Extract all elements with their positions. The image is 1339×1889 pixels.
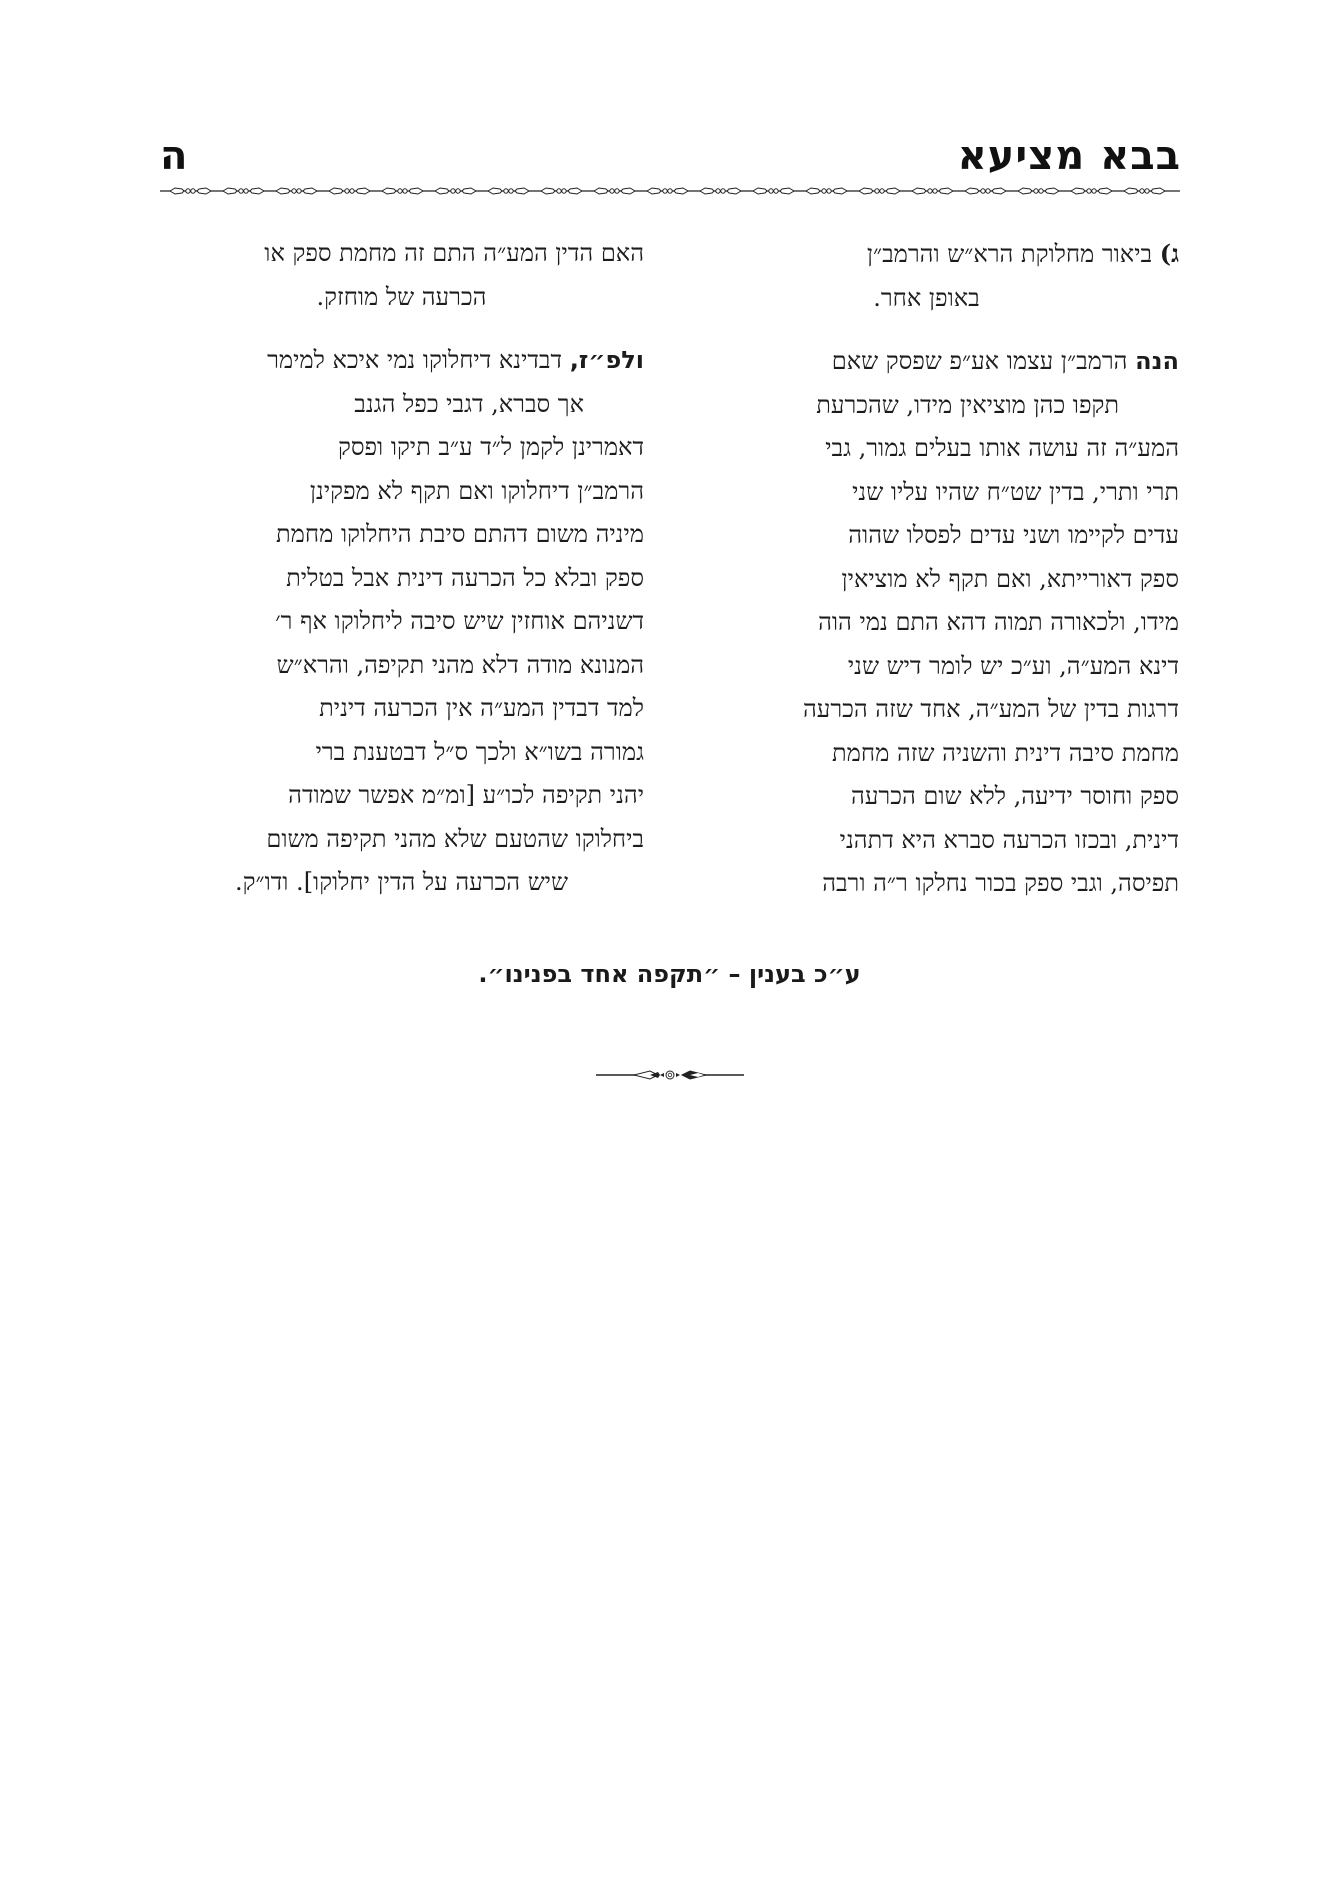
text-line: תקפו כהן מוציאין מידו, שהכרעת bbox=[816, 390, 1119, 419]
text-line: המנונא מודה דלא מהני תקיפה, והרא״ש bbox=[276, 650, 644, 679]
section-heading bbox=[674, 232, 1179, 320]
body-paragraph bbox=[674, 340, 1179, 906]
section-end-flourish-icon bbox=[596, 1066, 744, 1084]
heading-text-continued: באופן אחר. bbox=[873, 283, 980, 312]
continuation-paragraph bbox=[159, 232, 644, 319]
text-line: מחמת סיבה דינית והשניה שזה מחמת bbox=[832, 738, 1179, 767]
conclusion-line: ע״כ בענין – ״תקפה אחד בפנינו״. bbox=[478, 960, 861, 988]
text-line: דבדינא דיחלוקו נמי איכא למימר bbox=[267, 346, 563, 374]
text-line: ספק ובלא כל הכרעה דינית אבל בטלית bbox=[286, 563, 644, 592]
text-line: למד דבדין המע״ה אין הכרעה דינית bbox=[319, 694, 644, 722]
text-line: תרי ותרי, בדין שט״ח שהיו עליו שני bbox=[852, 477, 1179, 506]
text-line: ביחלוקו שהטעם שלא מהני תקיפה משום bbox=[266, 824, 644, 853]
text-line: הרמב״ן עצמו אע״פ שפסק שאם bbox=[831, 347, 1128, 375]
section-letter: ג) bbox=[1159, 239, 1179, 268]
text-line: שיש הכרעה על הדין יחלוקו]. ודו״ק. bbox=[235, 868, 568, 896]
text-line: המע״ה זה עושה אותו בעלים גמור, גבי bbox=[825, 434, 1179, 462]
text-line: יהני תקיפה לכו״ע [ומ״מ אפשר שמודה bbox=[288, 781, 644, 809]
text-line: הרמב״ן דיחלוקו ואם תקף לא מפקינן bbox=[309, 476, 644, 505]
decorative-rule-icon bbox=[160, 186, 1180, 196]
text-line: ספק דאורייתא, ואם תקף לא מוציאין bbox=[841, 564, 1179, 593]
text-line: תפיסה, וגבי ספק בכור נחלקו ר״ה ורבה bbox=[822, 869, 1179, 897]
left-column bbox=[159, 232, 644, 925]
text-line: דרגות בדין של המע״ה, אחד שזה הכרעה bbox=[802, 695, 1179, 723]
text-line: מידו, ולכאורה תמוה דהא התם נמי הוה bbox=[818, 608, 1179, 636]
page-number: ה bbox=[160, 133, 188, 179]
right-column bbox=[674, 232, 1179, 926]
text-line: דאמרינן לקמן ל״ד ע״ב תיקו ופסק bbox=[337, 433, 644, 461]
text-line: גמורה בשו״א ולכך ס״ל דבטענת ברי bbox=[315, 737, 644, 766]
text-line: דשניהם אוחזין שיש סיבה ליחלוקו אף ר׳ bbox=[275, 607, 644, 635]
running-title: בבא מציעא bbox=[957, 133, 1181, 179]
heading-text: ביאור מחלוקת הרא״ש והרמב״ן bbox=[866, 240, 1153, 268]
lead-word: הנה bbox=[1135, 347, 1179, 375]
body-paragraph bbox=[159, 339, 644, 905]
text-line: אך סברא, דגבי כפל הגנב bbox=[354, 389, 584, 418]
text-line: מיניה משום דהתם סיבת היחלוקו מחמת bbox=[276, 520, 644, 548]
text-line: ספק וחוסר ידיעה, ללא שום הכרעה bbox=[851, 782, 1179, 810]
text-line: הכרעה של מוחזק. bbox=[316, 282, 487, 311]
text-line: דינא המע״ה, וע״כ יש לומר דיש שני bbox=[847, 651, 1179, 680]
lead-word: ולפ״ז, bbox=[569, 346, 644, 374]
text-line: עדים לקיימו ושני עדים לפסלו שהוה bbox=[848, 521, 1179, 549]
text-line: האם הדין המע״ה התם זה מחמת ספק או bbox=[264, 239, 644, 267]
text-line: דינית, ובכזו הכרעה סברא היא דתהני bbox=[839, 825, 1179, 854]
